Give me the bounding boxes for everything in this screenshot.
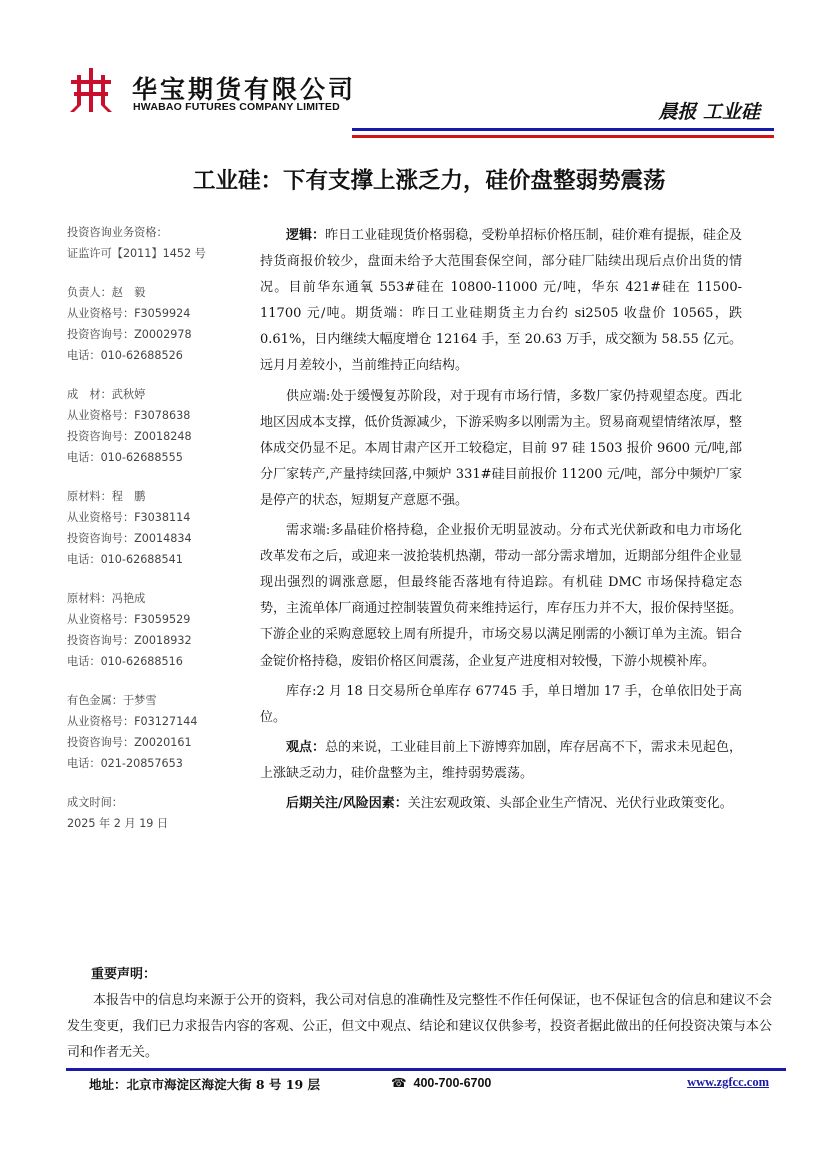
disclaimer-text: 本报告中的信息均来源于公开的资料，我公司对信息的准确性及完整性不作任何保证，也不保证包含的信息和建议不会发生变更，我们已力求报告内容的客观、公正，但文中观点、结论和建议仅供参考，投资者据此做出的任何投资决策与本公司和作者无关。 — [67, 993, 772, 1060]
qualification-number: 从业资格号：F3038114 — [67, 511, 191, 524]
qualification-number: 从业资格号：F03127144 — [67, 715, 198, 728]
report-date: 2025 年 2 月 19 日 — [67, 817, 169, 830]
analyst-sidebar — [67, 222, 247, 834]
disclaimer-heading: 重要声明： — [91, 967, 157, 982]
risk-label: 后期关注/风险因素： — [286, 795, 408, 811]
analyst-block — [67, 690, 247, 774]
analyst-name: 成 材：武秋婷 — [67, 388, 146, 401]
header-rule-red — [352, 135, 774, 138]
footer-address: 地址：北京市海淀区海淀大街 8 号 19 层 — [89, 1077, 321, 1092]
consulting-number: 投资咨询号：Z0018248 — [67, 430, 192, 443]
risk-paragraph — [260, 791, 742, 817]
phone-icon: ☎ — [391, 1076, 407, 1090]
phone-number: 电话：010-62688555 — [67, 451, 183, 464]
disclaimer — [67, 962, 772, 1066]
view-text: 总的来说，工业硅目前上下游博弈加剧，库存居高不下，需求未见起色，上涨缺乏动力，硅价盘整为主，维持弱势震荡。 — [260, 739, 742, 781]
logic-paragraph — [260, 223, 742, 380]
page-footer — [89, 1075, 769, 1095]
analyst-name: 负责人：赵 毅 — [67, 286, 146, 299]
risk-text: 关注宏观政策、头部企业生产情况、光伏行业政策变化。 — [407, 795, 733, 811]
footer-phone — [391, 1075, 491, 1090]
qualification-number: 从业资格号：F3059924 — [67, 307, 191, 320]
analyst-name: 原材料：程 鹏 — [67, 490, 146, 503]
date-label: 成文时间： — [67, 796, 123, 809]
report-body — [260, 223, 742, 821]
demand-paragraph: 需求端:多晶硅价格持稳，企业报价无明显波动。分布式光伏新政和电力市场化改革发布之后，或迎来一波抢装机热潮，带动一部分需求增加，近期部分组件企业显现出强烈的调涨意愿，但最终能否落地有待追踪。有机硅 DMC 市场保持稳定态势，主流单体厂商通过控制装置负荷来维持运行，库存压力并不大，报价保持坚挺。下游企业的采购意愿较上周有所提升，市场交易以满足刚需的小额订单为主流。铝合金锭价格持稳，废铝价格区间震荡，企业复产进度相对较慢，下游小规模补库。 — [260, 523, 742, 669]
phone-number: 400-700-6700 — [413, 1076, 492, 1090]
supply-paragraph: 供应端:处于缓慢复苏阶段，对于现有市场行情，多数厂家仍持观望态度。西北地区因成本支撑，低价货源减少，下游采购多以刚需为主。贸易商观望情绪浓厚，整体成交仍显不足。本周甘肃产区开工较稳定，目前 97 硅 1503 报价 9600 元/吨,部分厂家转产,产量持续回落,中频炉 331#硅目前报价 11200 元/吨，部分中频炉厂家是停产的状态，短期复产意愿不强。 — [260, 388, 742, 508]
phone-number: 电话：010-62688526 — [67, 349, 183, 362]
logic-label: 逻辑： — [286, 228, 326, 243]
consulting-number: 投资咨询号：Z0018932 — [67, 634, 192, 647]
phone-number: 电话：010-62688541 — [67, 553, 183, 566]
analyst-block — [67, 486, 247, 570]
logic-text: 昨日工业硅现货价格弱稳，受粉单招标价格压制，硅价难有提振，硅企及持货商报价较少，盘面未给予大范围套保空间，部分硅厂陆续出现后点价出货的情况。目前华东通氧 553#硅在 10800-11000 元/吨，华东 421#硅在 11500-11700 元/吨。期货端：昨日工业硅期货主力台约 si2505 收盘价 10565，跌 0.61%，日内继续大幅度增仓 12164 手，至 20.63 万手，成交额为 58.55 亿元。远月月差较小，当前维持正向结构。 — [260, 228, 742, 374]
analyst-name: 原材料：冯艳成 — [67, 592, 146, 605]
analyst-block — [67, 588, 247, 672]
qualification-number: 从业资格号：F3059529 — [67, 613, 191, 626]
consulting-number: 投资咨询号：Z0014834 — [67, 532, 192, 545]
company-name-cn: 华宝期货有限公司 — [132, 75, 357, 104]
phone-number: 电话：010-62688516 — [67, 655, 183, 668]
license-block — [67, 222, 247, 264]
date-block — [67, 792, 247, 834]
inventory-paragraph: 库存:2 月 18 日交易所仓单库存 67745 手，单日增加 17 手，仓单依旧处于高位。 — [260, 683, 742, 725]
company-name-en: HWABAO FUTURES COMPANY LIMITED — [133, 101, 340, 113]
view-paragraph — [260, 735, 742, 787]
phone-number: 电话：021-20857653 — [67, 757, 183, 770]
report-type-label: 晨报 工业硅 — [658, 101, 760, 123]
consulting-number: 投资咨询号：Z0002978 — [67, 328, 192, 341]
analyst-block — [67, 384, 247, 468]
footer-rule — [66, 1068, 786, 1071]
consulting-number: 投资咨询号：Z0020161 — [67, 736, 192, 749]
footer-website-link[interactable]: www.zgfcc.com — [687, 1075, 769, 1089]
analyst-name: 有色金属：于梦雪 — [67, 694, 157, 707]
hwabao-logo-icon — [68, 66, 114, 112]
report-title: 工业硅：下有支撑上涨乏力，硅价盘整弱势震荡 — [193, 168, 666, 194]
sidebar-line: 证监许可【2011】1452 号 — [67, 247, 206, 260]
qualification-number: 从业资格号：F3078638 — [67, 409, 191, 422]
sidebar-line: 投资咨询业务资格： — [67, 226, 168, 239]
header-rule-blue — [352, 128, 774, 131]
analyst-block — [67, 282, 247, 366]
view-label: 观点： — [286, 739, 326, 755]
